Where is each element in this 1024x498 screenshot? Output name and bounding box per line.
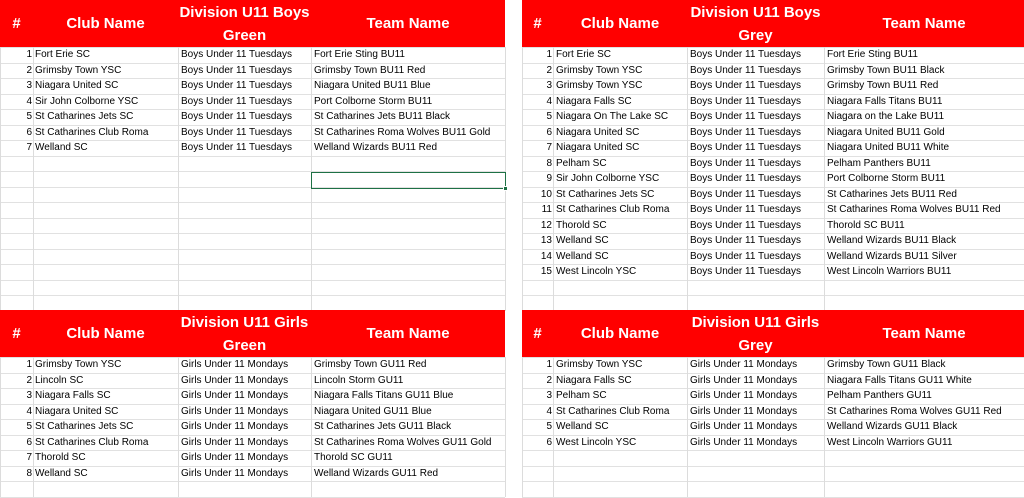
division-cell[interactable]: Boys Under 11 Tuesdays	[181, 64, 292, 76]
row-number-cell[interactable]: 4	[546, 405, 552, 417]
division-cell[interactable]: Boys Under 11 Tuesdays	[690, 173, 801, 184]
row-number-cell[interactable]: 5	[546, 421, 552, 432]
number-column-header[interactable]: #	[12, 325, 21, 342]
row-number-cell[interactable]: 1	[546, 49, 552, 60]
club-name-cell[interactable]: Welland SC	[35, 467, 88, 479]
gridline	[687, 357, 688, 497]
gridline	[687, 47, 688, 311]
row-number-cell[interactable]: 2	[546, 374, 552, 386]
gridline	[311, 357, 312, 497]
club-name-cell[interactable]: Niagara United SC	[556, 126, 640, 138]
row-number-cell[interactable]: 5	[546, 111, 552, 122]
club-name-cell[interactable]: Thorold SC	[35, 452, 86, 463]
team-name-cell[interactable]: Niagara Falls Titans GU11 Blue	[314, 390, 454, 401]
team-name-cell[interactable]: St Catharines Roma Wolves GU11 Red	[827, 405, 1002, 417]
club-name-cell[interactable]: St Catharines Club Roma	[556, 405, 670, 417]
team-name-cell[interactable]: Welland Wizards BU11 Black	[827, 235, 957, 246]
club-name-cell[interactable]: Niagara Falls SC	[35, 390, 111, 401]
row-number-cell[interactable]: 3	[546, 390, 552, 401]
team-name-cell[interactable]: Welland Wizards GU11 Red	[314, 467, 439, 479]
division-cell[interactable]: Girls Under 11 Mondays	[181, 359, 289, 370]
club-name-cell[interactable]: West Lincoln YSC	[556, 266, 637, 277]
team-name-cell[interactable]: St Catharines Jets GU11 Black	[314, 421, 452, 432]
club-name-cell[interactable]: St Catharines Jets SC	[35, 111, 134, 122]
gridline	[824, 357, 825, 497]
club-name-cell[interactable]: Grimsby Town YSC	[35, 64, 122, 76]
division-cell[interactable]: Boys Under 11 Tuesdays	[690, 142, 801, 153]
club-name-cell[interactable]: Grimsby Town YSC	[556, 64, 643, 76]
team-name-column-header[interactable]: Team Name	[366, 325, 450, 342]
team-name-cell[interactable]: West Lincoln Warriors BU11	[827, 266, 952, 277]
row-number-cell[interactable]: 1	[26, 359, 32, 370]
division-cell[interactable]: Boys Under 11 Tuesdays	[690, 126, 801, 138]
row-number-cell[interactable]: 8	[26, 467, 32, 479]
division-cell[interactable]: Boys Under 11 Tuesdays	[690, 49, 801, 60]
club-name-cell[interactable]: Niagara United SC	[35, 80, 119, 91]
division-cell[interactable]: Boys Under 11 Tuesdays	[181, 111, 292, 122]
division-cell[interactable]: Boys Under 11 Tuesdays	[690, 188, 801, 200]
gridline	[522, 481, 1024, 482]
team-name-cell[interactable]: Niagara Falls Titans GU11 White	[827, 374, 972, 386]
row-number-cell[interactable]: 7	[546, 142, 552, 153]
team-name-cell[interactable]: St Catharines Roma Wolves BU11 Gold	[314, 126, 491, 138]
gridline	[522, 497, 1024, 498]
club-name-cell[interactable]: Thorold SC	[556, 219, 607, 231]
division-cell[interactable]: Boys Under 11 Tuesdays	[690, 250, 801, 262]
gridline	[522, 280, 1024, 281]
division-cell[interactable]: Boys Under 11 Tuesdays	[690, 235, 801, 246]
row-number-cell[interactable]: 10	[540, 188, 552, 200]
gridline	[0, 264, 505, 265]
row-number-cell[interactable]: 2	[546, 64, 552, 76]
gridline	[178, 47, 179, 311]
division-cell[interactable]: Girls Under 11 Mondays	[690, 421, 798, 432]
gridline	[553, 357, 554, 497]
club-name-cell[interactable]: Fort Erie SC	[35, 49, 91, 60]
team-name-cell[interactable]: Welland Wizards BU11 Silver	[827, 250, 957, 262]
club-name-cell[interactable]: Welland SC	[556, 235, 609, 246]
division-column-header[interactable]: Division U11 Boys Green	[179, 3, 310, 44]
division-cell[interactable]: Boys Under 11 Tuesdays	[690, 266, 801, 277]
division-cell[interactable]: Girls Under 11 Mondays	[690, 374, 798, 386]
club-name-cell[interactable]: Sir John Colborne YSC	[556, 173, 660, 184]
gridline	[522, 450, 1024, 451]
team-name-cell[interactable]: St Catharines Roma Wolves GU11 Gold	[314, 436, 492, 448]
row-number-cell[interactable]: 3	[26, 80, 32, 91]
team-name-cell[interactable]: Niagara Falls Titans BU11	[827, 95, 943, 107]
club-name-cell[interactable]: Niagara Falls SC	[556, 95, 632, 107]
row-number-cell[interactable]: 1	[26, 49, 32, 60]
club-name-column-header[interactable]: Club Name	[66, 15, 145, 32]
club-name-cell[interactable]: Fort Erie SC	[556, 49, 612, 60]
row-number-cell[interactable]: 6	[26, 436, 32, 448]
team-name-cell[interactable]: Niagara on the Lake BU11	[827, 111, 945, 122]
gridline	[0, 233, 505, 234]
team-name-cell[interactable]: Grimsby Town BU11 Red	[314, 64, 426, 76]
row-number-cell[interactable]: 7	[26, 452, 32, 463]
club-name-cell[interactable]: St Catharines Club Roma	[35, 126, 149, 138]
division-cell[interactable]: Girls Under 11 Mondays	[690, 390, 798, 401]
team-name-cell[interactable]: Niagara United BU11 White	[827, 142, 950, 153]
row-number-cell[interactable]: 6	[546, 436, 552, 448]
row-number-cell[interactable]: 3	[546, 80, 552, 91]
team-name-cell[interactable]: Port Colborne Storm BU11	[827, 173, 946, 184]
team-name-cell[interactable]: Fort Erie Sting BU11	[314, 49, 405, 60]
gridline	[553, 47, 554, 311]
row-number-cell[interactable]: 13	[540, 235, 552, 246]
club-name-cell[interactable]: St Catharines Club Roma	[556, 204, 670, 215]
team-name-cell[interactable]: Niagara United BU11 Gold	[827, 126, 945, 138]
row-number-cell[interactable]: 14	[540, 250, 552, 262]
row-number-cell[interactable]: 8	[546, 157, 552, 169]
division-cell[interactable]: Girls Under 11 Mondays	[690, 405, 798, 417]
team-name-cell[interactable]: Port Colborne Storm BU11	[314, 95, 433, 107]
club-name-cell[interactable]: Grimsby Town YSC	[35, 359, 122, 370]
team-name-cell[interactable]: Welland Wizards GU11 Black	[827, 421, 958, 432]
row-number-cell[interactable]: 9	[546, 173, 552, 184]
row-number-cell[interactable]: 4	[26, 95, 32, 107]
gridline	[0, 202, 505, 203]
gridline	[0, 497, 505, 498]
club-name-cell[interactable]: Niagara Falls SC	[556, 374, 632, 386]
club-name-cell[interactable]: Lincoln SC	[35, 374, 84, 386]
team-name-cell[interactable]: St Catharines Jets BU11 Red	[827, 188, 957, 200]
team-name-cell[interactable]: Lincoln Storm GU11	[314, 374, 404, 386]
club-name-cell[interactable]: Welland SC	[556, 421, 609, 432]
division-cell[interactable]: Girls Under 11 Mondays	[181, 390, 289, 401]
division-cell[interactable]: Girls Under 11 Mondays	[181, 452, 289, 463]
gridline	[0, 295, 505, 296]
gridline	[33, 357, 34, 497]
team-name-cell[interactable]: Grimsby Town BU11 Red	[827, 80, 939, 91]
gridline	[33, 47, 34, 311]
division-cell[interactable]: Boys Under 11 Tuesdays	[690, 204, 801, 215]
row-number-cell[interactable]: 4	[546, 95, 552, 107]
division-column-header[interactable]: Division U11 Girls Green	[180, 313, 309, 354]
team-name-cell[interactable]: Pelham Panthers BU11	[827, 157, 931, 169]
row-number-cell[interactable]: 15	[540, 266, 552, 277]
division-cell[interactable]: Boys Under 11 Tuesdays	[181, 49, 292, 60]
row-number-cell[interactable]: 2	[26, 374, 32, 386]
division-cell[interactable]: Boys Under 11 Tuesdays	[690, 95, 801, 107]
club-name-column-header[interactable]: Club Name	[66, 325, 145, 342]
club-name-cell[interactable]: Niagara On The Lake SC	[556, 111, 669, 122]
club-name-cell[interactable]: St Catharines Jets SC	[35, 421, 134, 432]
row-number-cell[interactable]: 12	[540, 219, 552, 231]
division-cell[interactable]: Boys Under 11 Tuesdays	[181, 126, 292, 138]
gridline	[0, 280, 505, 281]
fill-handle[interactable]	[503, 186, 508, 191]
gridline	[505, 357, 506, 497]
team-name-cell[interactable]: Fort Erie Sting BU11	[827, 49, 918, 60]
club-name-cell[interactable]: Welland SC	[35, 142, 88, 153]
gridline	[0, 249, 505, 250]
division-cell[interactable]: Boys Under 11 Tuesdays	[690, 64, 801, 76]
row-number-cell[interactable]: 4	[26, 405, 32, 417]
division-cell[interactable]: Girls Under 11 Mondays	[181, 421, 289, 432]
number-column-header[interactable]: #	[12, 15, 21, 32]
team-name-cell[interactable]: Pelham Panthers GU11	[827, 390, 932, 401]
division-column-header[interactable]: Division U11 Boys Grey	[690, 3, 821, 44]
club-name-cell[interactable]: Pelham SC	[556, 390, 607, 401]
row-number-cell[interactable]: 6	[546, 126, 552, 138]
division-cell[interactable]: Boys Under 11 Tuesdays	[690, 111, 801, 122]
team-name-column-header[interactable]: Team Name	[366, 15, 450, 32]
team-name-cell[interactable]: St Catharines Roma Wolves BU11 Red	[827, 204, 1001, 215]
division-cell[interactable]: Girls Under 11 Mondays	[181, 374, 289, 386]
club-name-cell[interactable]: Welland SC	[556, 250, 609, 262]
division-cell[interactable]: Girls Under 11 Mondays	[181, 405, 289, 417]
club-name-cell[interactable]: St Catharines Club Roma	[35, 436, 149, 448]
division-cell[interactable]: Boys Under 11 Tuesdays	[690, 157, 801, 169]
gridline	[522, 295, 1024, 296]
club-name-cell[interactable]: Grimsby Town YSC	[556, 80, 643, 91]
division-cell[interactable]: Girls Under 11 Mondays	[690, 359, 798, 370]
row-number-cell[interactable]: 6	[26, 126, 32, 138]
gridline	[0, 218, 505, 219]
division-cell[interactable]: Girls Under 11 Mondays	[181, 467, 289, 479]
team-name-cell[interactable]: Grimsby Town BU11 Black	[827, 64, 945, 76]
row-number-cell[interactable]: 11	[541, 204, 552, 215]
club-name-column-header[interactable]: Club Name	[580, 325, 660, 342]
division-cell[interactable]: Girls Under 11 Mondays	[181, 436, 289, 448]
number-column-header[interactable]: #	[533, 15, 542, 32]
club-name-column-header[interactable]: Club Name	[580, 15, 660, 32]
gridline	[0, 156, 505, 157]
division-cell[interactable]: Boys Under 11 Tuesdays	[181, 95, 292, 107]
club-name-cell[interactable]: Niagara United SC	[35, 405, 119, 417]
gridline	[0, 481, 505, 482]
row-number-cell[interactable]: 2	[26, 64, 32, 76]
division-cell[interactable]: Boys Under 11 Tuesdays	[181, 80, 292, 91]
row-number-cell[interactable]: 7	[26, 142, 32, 153]
team-name-cell[interactable]: Thorold SC GU11	[314, 452, 393, 463]
division-cell[interactable]: Boys Under 11 Tuesdays	[690, 80, 801, 91]
number-column-header[interactable]: #	[533, 325, 542, 342]
team-name-cell[interactable]: Grimsby Town GU11 Black	[827, 359, 946, 370]
team-name-cell[interactable]: Thorold SC BU11	[827, 219, 905, 231]
gridline	[824, 47, 825, 311]
club-name-cell[interactable]: West Lincoln YSC	[556, 436, 637, 448]
club-name-cell[interactable]: Sir John Colborne YSC	[35, 95, 139, 107]
division-cell[interactable]: Girls Under 11 Mondays	[690, 436, 798, 448]
division-column-header[interactable]: Division U11 Girls Grey	[691, 313, 820, 354]
team-name-cell[interactable]: West Lincoln Warriors GU11	[827, 436, 953, 448]
row-number-cell[interactable]: 1	[546, 359, 552, 370]
team-name-cell[interactable]: Niagara United BU11 Blue	[314, 80, 431, 91]
team-name-column-header[interactable]: Team Name	[882, 325, 966, 342]
club-name-cell[interactable]: Niagara United SC	[556, 142, 640, 153]
division-cell[interactable]: Boys Under 11 Tuesdays	[690, 219, 801, 231]
division-cell[interactable]: Boys Under 11 Tuesdays	[181, 142, 292, 153]
team-name-cell[interactable]: Welland Wizards BU11 Red	[314, 142, 438, 153]
gridline	[522, 466, 1024, 467]
gridline	[178, 357, 179, 497]
team-name-column-header[interactable]: Team Name	[882, 15, 966, 32]
active-cell-selection[interactable]	[311, 172, 506, 189]
club-name-cell[interactable]: St Catharines Jets SC	[556, 188, 655, 200]
row-number-cell[interactable]: 3	[26, 390, 32, 401]
club-name-cell[interactable]: Grimsby Town YSC	[556, 359, 643, 370]
row-number-cell[interactable]: 5	[26, 111, 32, 122]
team-name-cell[interactable]: Niagara United GU11 Blue	[314, 405, 432, 417]
club-name-cell[interactable]: Pelham SC	[556, 157, 607, 169]
row-number-cell[interactable]: 5	[26, 421, 32, 432]
team-name-cell[interactable]: St Catharines Jets BU11 Black	[314, 111, 450, 122]
team-name-cell[interactable]: Grimsby Town GU11 Red	[314, 359, 427, 370]
